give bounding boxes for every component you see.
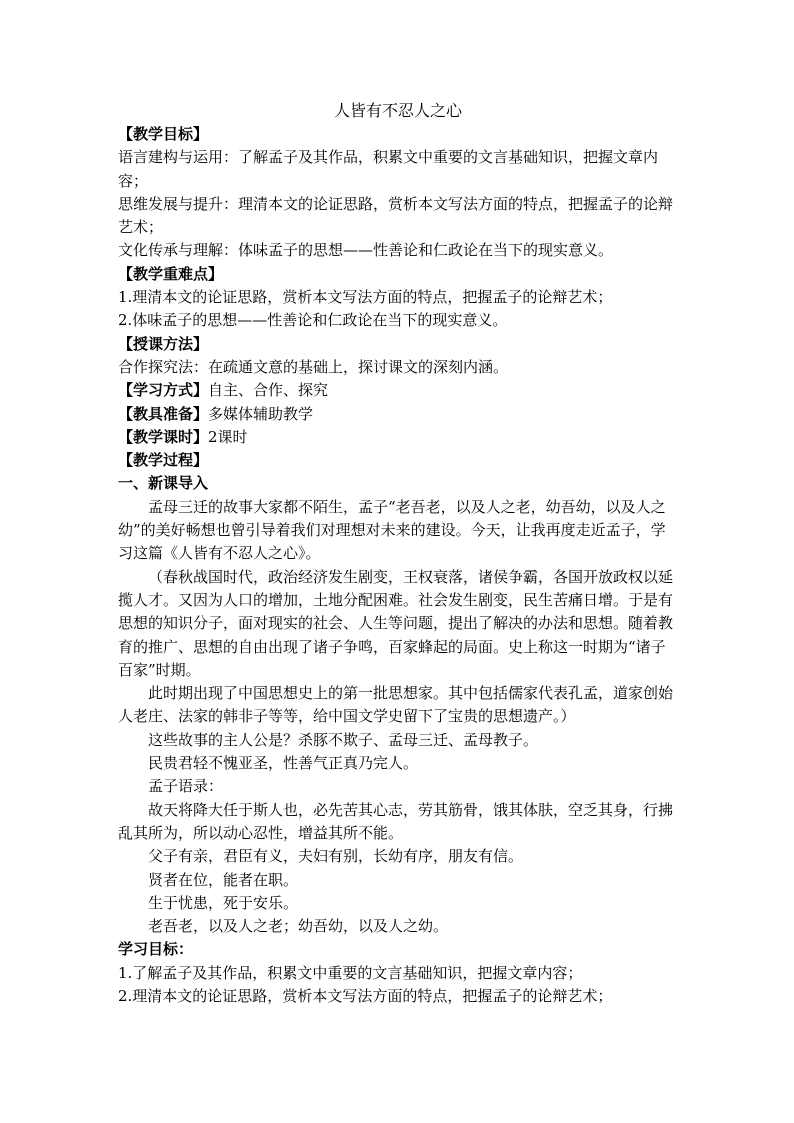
body-paragraph: （春秋战国时代，政治经济发生剧变，王权衰落，诸侯争霸，各国开放政权以延揽人才。又因为人口的增加，土地分配困难。社会发生剧变，民生苦痛日增。于是有思想的知识分子，面对现实的社会、人生等问题，提出了解决的办法和思想。随着教育的推广、思想的自由出现了诸子争鸣，百家蜂起的局面。史上称这一时期为“诸子百家”时期。: [118, 567, 674, 679]
goal-item: 2.理清本文的论证思路，赏析本文写法方面的特点，把握孟子的论辩艺术；: [118, 986, 613, 1005]
method-text: 合作探究法：在疏通文意的基础上，探讨课文的深刻内涵。: [118, 357, 509, 376]
body-paragraph: 生于忧患，死于安乐。: [148, 893, 299, 912]
process-heading: 【教学过程】: [118, 451, 209, 470]
body-paragraph: 此时期出现了中国思想史上的第一批思想家。其中包括儒家代表孔孟，道家创始人老庄、法家的韩非子等等，给中国文学史留下了宝贵的思想遗产。）: [118, 684, 674, 726]
hours-line: [118, 426, 678, 449]
body-paragraph: 贤者在位，能者在职。: [148, 870, 299, 889]
keypoints-heading: 【教学重难点】: [118, 264, 224, 283]
body-paragraph: 老吾老，以及人之老；幼吾幼，以及人之幼。: [148, 917, 449, 936]
objectives-heading: 【教学目标】: [118, 125, 209, 143]
method-heading: 【授课方法】: [118, 334, 209, 353]
objective-item: 文化传承与理解：体味孟子的思想——性善论和仁政论在当下的现实意义。: [118, 241, 614, 260]
body-paragraph: 孟母三迁的故事大家都不陌生，孟子“老吾老，以及人之老，幼吾幼，以及人之幼”的美好畅想也曾引导着我们对理想对未来的建设。今天，让我再度走近孟子，学习这篇《人皆有不忍人之心》。: [118, 497, 666, 563]
body-paragraph: 故天将降大任于斯人也，必先苦其心志，劳其筋骨，饿其体肤，空乏其身，行拂乱其所为，所以动心忍性，增益其所不能。: [118, 800, 674, 842]
goal-item: 1.了解孟子及其作品，积累文中重要的文言基础知识，把握文章内容；: [118, 963, 583, 982]
section-heading: 一、新课导入: [118, 474, 209, 493]
tools-line: [118, 403, 678, 426]
body-paragraph: 这些故事的主人公是？杀豚不欺子、孟母三迁、孟母教子。: [148, 730, 539, 749]
page-title: 人皆有不忍人之心: [333, 101, 462, 120]
document-page: [118, 100, 678, 1008]
learning-style-value: 自主、合作、探究: [208, 381, 329, 400]
learning-style-line: [118, 379, 678, 402]
objective-item: 语言建构与运用：了解孟子及其作品，积累文中重要的文言基础知识，把握文章内容；: [118, 148, 659, 190]
tools-value: 多媒体辅助教学: [208, 404, 314, 423]
body-paragraph: 父子有亲，君臣有义，夫妇有别，长幼有序，朋友有信。: [148, 847, 524, 866]
body-paragraph: 民贵君轻不愧亚圣，性善气正真乃完人。: [148, 754, 419, 773]
learning-style-label: 【学习方式】: [118, 381, 209, 400]
keypoint-item: 1.理清本文的论证思路，赏析本文写法方面的特点，把握孟子的论辩艺术；: [118, 288, 613, 307]
hours-label: 【教学课时】: [118, 427, 209, 446]
goals-heading: 学习目标：: [118, 940, 194, 959]
hours-value: 2课时: [208, 427, 248, 446]
tools-label: 【教具准备】: [118, 404, 209, 423]
body-paragraph: 孟子语录：: [148, 777, 224, 796]
objective-item: 思维发展与提升：理清本文的论证思路，赏析本文写法方面的特点，把握孟子的论辩艺术；: [118, 194, 674, 237]
keypoint-item: 2.体味孟子的思想——性善论和仁政论在当下的现实意义。: [118, 311, 508, 330]
